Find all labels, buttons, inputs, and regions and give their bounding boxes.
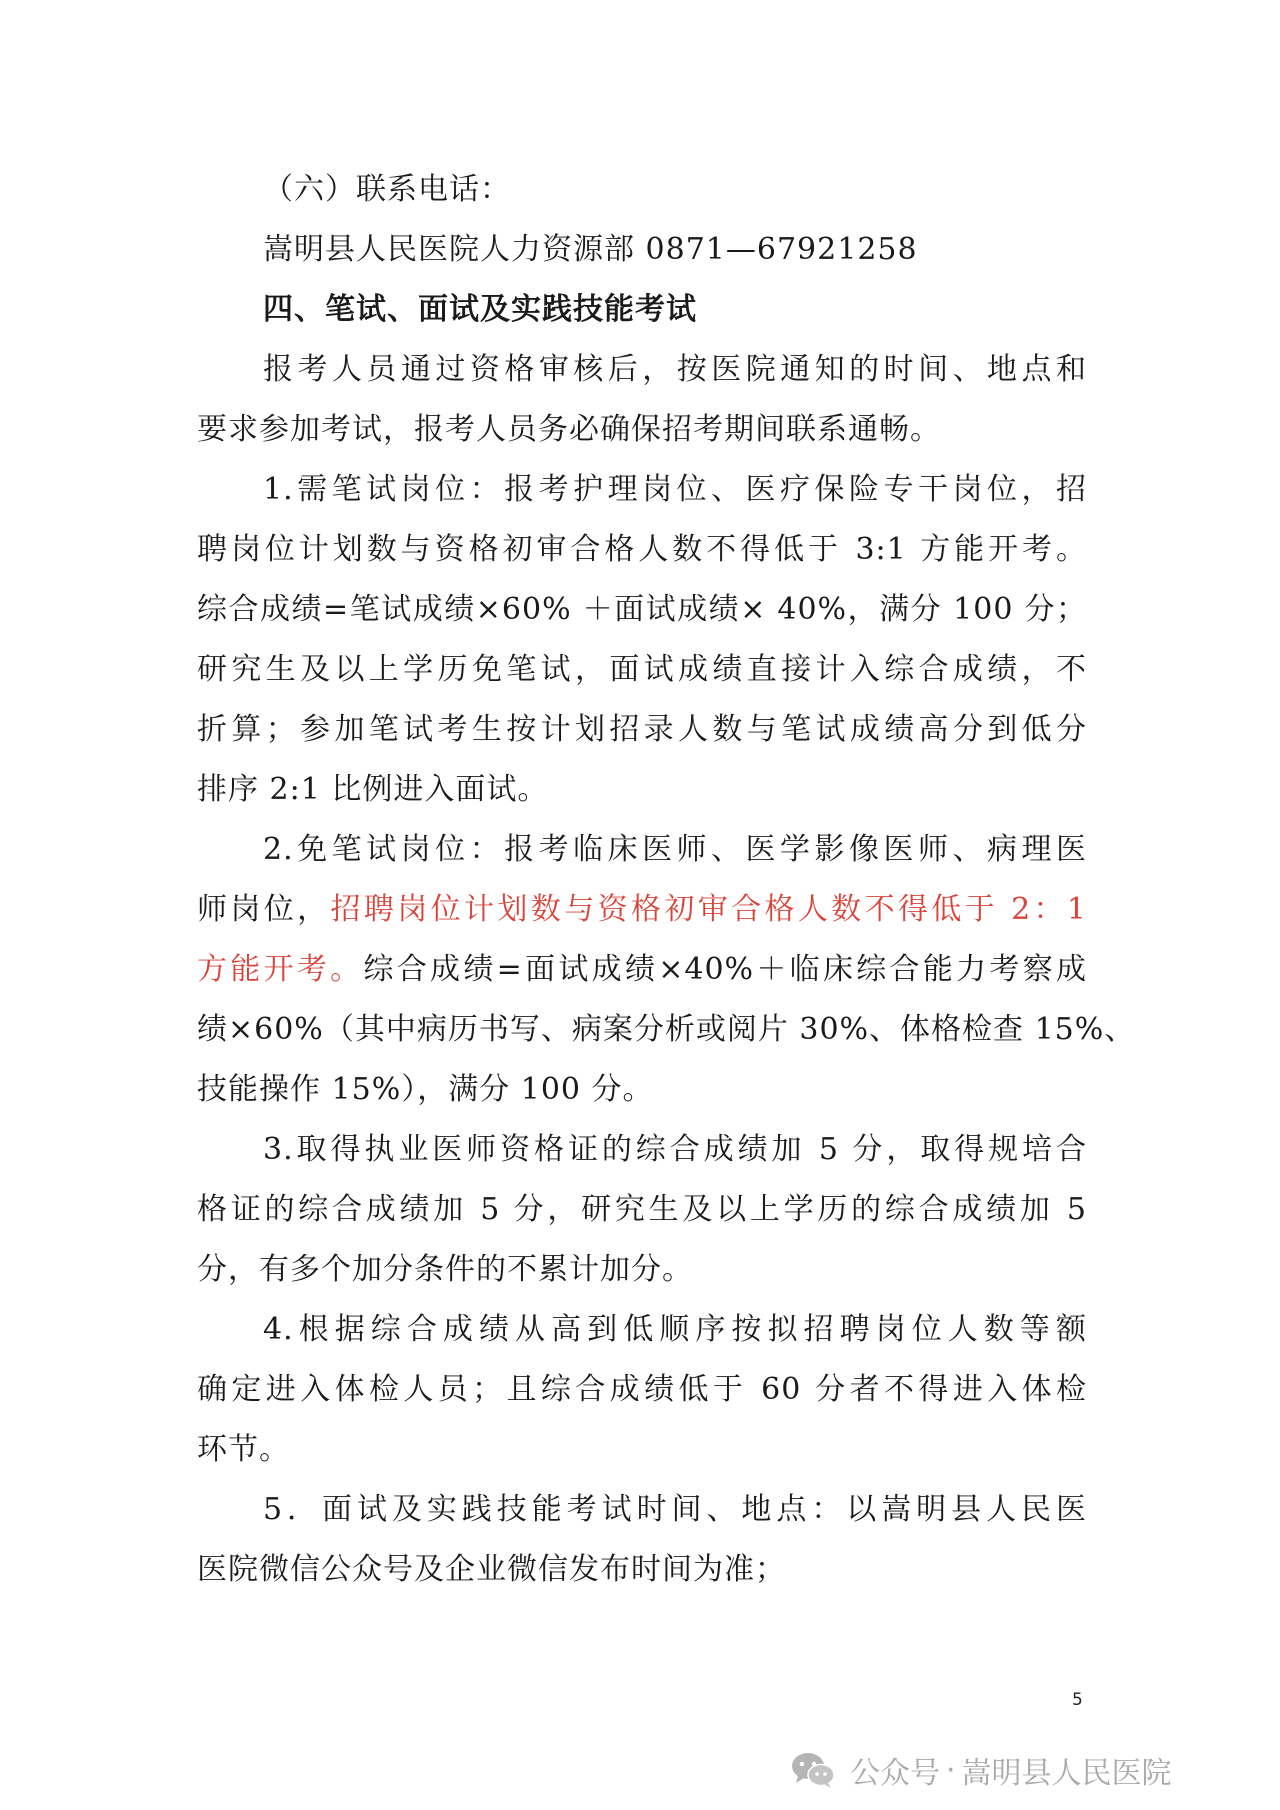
item2-line (197, 880, 1087, 940)
item4-line: 确定进入体检人员；且综合成绩低于 60 分者不得进入体检 (197, 1372, 1087, 1407)
section-six-title: （六）联系电话： (263, 172, 511, 207)
item1-line: 折算；参加笔试考生按计划招录人数与笔试成绩高分到低分 (197, 712, 1087, 747)
wechat-icon (790, 1750, 836, 1790)
item2-line: 绩×60%（其中病历书写、病案分析或阅片 30%、体格检查 15%、 (197, 1012, 1136, 1047)
item1-line: 研究生及以上学历免笔试，面试成绩直接计入综合成绩，不 (197, 652, 1087, 687)
item3-line: 分，有多个加分条件的不累计加分。 (197, 1252, 693, 1287)
item3-line: 3.取得执业医师资格证的综合成绩加 5 分，取得规培合 (263, 1132, 1087, 1167)
item2-highlight-text: 方能开考。 (197, 952, 364, 987)
item4-line: 环节。 (197, 1432, 290, 1467)
item2-line: 技能操作 15%），满分 100 分。 (197, 1072, 654, 1107)
item2-line (197, 940, 1087, 1000)
item1-line: 综合成绩=笔试成绩×60% ＋面试成绩× 40%，满分 100 分； (197, 592, 1087, 627)
item5-line: 医院微信公众号及企业微信发布时间为准； (197, 1552, 786, 1587)
section-four-heading: 四、笔试、面试及实践技能考试 (263, 292, 697, 327)
wechat-watermark (790, 1748, 1172, 1792)
item1-line: 聘岗位计划数与资格初审合格人数不得低于 3:1 方能开考。 (197, 532, 1087, 567)
item5-line: 5．面试及实践技能考试时间、地点：以嵩明县人民医 (263, 1492, 1087, 1527)
item2-text: 师岗位， (197, 892, 331, 927)
watermark-label: 公众号 (850, 1756, 940, 1791)
page-number: 5 (1072, 1690, 1083, 1710)
contact-line: 嵩明县人民医院人力资源部 0871—67921258 (263, 232, 918, 267)
item1-line: 排序 2:1 比例进入面试。 (197, 772, 549, 807)
item2-text: 综合成绩=面试成绩×40%＋临床综合能力考察成 (363, 952, 1088, 987)
watermark-separator: · (946, 1752, 956, 1788)
item2-highlight-text: 招聘岗位计划数与资格初审合格人数不得低于 2：1 (330, 892, 1087, 927)
intro-line: 要求参加考试，报考人员务必确保招考期间联系通畅。 (197, 412, 941, 447)
document-body (197, 160, 1136, 1600)
item4-line: 4.根据综合成绩从高到低顺序按拟招聘岗位人数等额 (263, 1312, 1087, 1347)
item1-line: 1.需笔试岗位：报考护理岗位、医疗保险专干岗位，招 (263, 472, 1087, 507)
intro-line: 报考人员通过资格审核后，按医院通知的时间、地点和 (263, 352, 1087, 387)
item2-line: 2.免笔试岗位：报考临床医师、医学影像医师、病理医 (263, 832, 1087, 867)
item3-line: 格证的综合成绩加 5 分，研究生及以上学历的综合成绩加 5 (197, 1192, 1087, 1227)
watermark-account-name: 嵩明县人民医院 (961, 1756, 1172, 1791)
